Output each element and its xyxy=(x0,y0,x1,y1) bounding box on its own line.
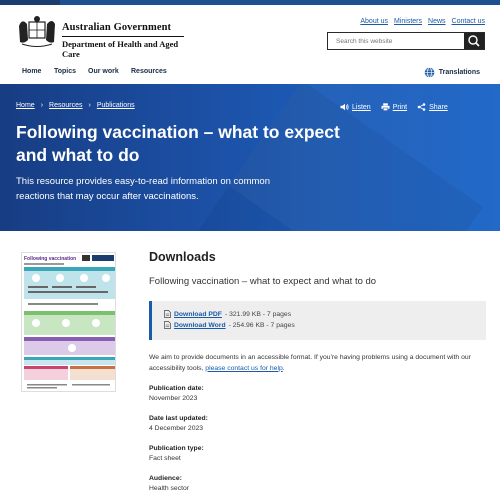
search-button[interactable] xyxy=(464,33,484,49)
utility-links xyxy=(360,18,485,25)
page-title: Following vaccination – what to expect and what to do xyxy=(16,122,340,165)
download-pdf-info: - 321.99 KB - 7 pages xyxy=(224,310,292,318)
nav-home[interactable]: Home xyxy=(22,68,42,75)
translations-button[interactable] xyxy=(424,67,480,78)
accessibility-note: We aim to provide documents in an accessible format. If you're having problems using a document with our accessibility tools, please contact us for help. xyxy=(149,354,471,372)
download-word-link[interactable]: Download Word xyxy=(174,321,226,329)
print-button[interactable] xyxy=(381,103,407,111)
publication-type-value: Fact sheet xyxy=(149,455,181,462)
contact-us-link[interactable]: Contact us xyxy=(451,18,485,25)
accessibility-text: We aim to provide documents in an accessible format. If you're having problems using a document with our accessibility tools, xyxy=(149,354,471,372)
chevron-right-icon: › xyxy=(88,102,91,109)
share-icon xyxy=(417,103,426,111)
publication-date-label: Publication date: xyxy=(149,385,204,392)
document-preview-image xyxy=(22,253,116,392)
publication-type-label: Publication type: xyxy=(149,445,204,452)
top-color-strip xyxy=(0,0,500,5)
download-word-info: - 254.96 KB - 7 pages xyxy=(228,321,295,329)
search-input[interactable] xyxy=(328,33,465,49)
file-icon xyxy=(164,321,171,329)
audience-label: Audience: xyxy=(149,475,182,482)
share-button[interactable] xyxy=(417,103,448,111)
thumbnail-heading: Following vaccination xyxy=(24,256,77,262)
coat-of-arms-logo[interactable] xyxy=(16,14,58,48)
document-thumbnail[interactable] xyxy=(21,252,116,392)
translations-label: Translations xyxy=(438,69,480,76)
news-link[interactable]: News xyxy=(428,18,446,25)
publication-date-value: November 2023 xyxy=(149,395,198,402)
breadcrumb xyxy=(16,102,135,109)
nav-topics[interactable]: Topics xyxy=(54,68,77,75)
download-word-row xyxy=(164,321,295,329)
about-us-link[interactable]: About us xyxy=(360,18,388,25)
last-updated-label: Date last updated: xyxy=(149,415,208,422)
search-box xyxy=(327,32,485,50)
speaker-icon xyxy=(340,103,349,111)
contact-help-link[interactable]: please contact us for help xyxy=(205,364,283,372)
globe-icon xyxy=(424,67,435,78)
page-actions xyxy=(340,103,448,111)
printer-icon xyxy=(381,103,390,111)
last-updated-value: 4 December 2023 xyxy=(149,425,204,432)
main-navigation xyxy=(0,60,500,84)
audience-value: Health sector xyxy=(149,485,190,492)
breadcrumb-publications[interactable]: Publications xyxy=(96,102,135,109)
file-icon xyxy=(164,310,171,318)
downloads-box xyxy=(149,301,486,340)
department-name: Department of Health and Aged Care xyxy=(62,36,184,59)
chevron-right-icon: › xyxy=(40,102,44,109)
print-label: Print xyxy=(392,103,408,111)
hero-banner xyxy=(0,84,500,231)
government-name: Australian Government xyxy=(62,22,172,33)
download-pdf-row xyxy=(164,310,291,318)
breadcrumb-resources[interactable]: Resources xyxy=(49,102,83,109)
breadcrumb-home[interactable]: Home xyxy=(16,102,35,109)
nav-our-work[interactable]: Our work xyxy=(88,68,119,75)
nav-resources[interactable]: Resources xyxy=(131,68,167,75)
listen-label: Listen xyxy=(352,103,371,111)
page-description: This resource provides easy-to-read information on common reactions that may occur after vaccinations. xyxy=(16,176,270,202)
search-icon xyxy=(464,33,484,49)
downloads-heading: Downloads xyxy=(149,250,216,264)
download-pdf-link[interactable]: Download PDF xyxy=(174,310,222,318)
share-label: Share xyxy=(429,103,448,111)
ministers-link[interactable]: Ministers xyxy=(394,18,423,25)
listen-button[interactable] xyxy=(340,103,371,111)
document-title: Following vaccination – what to expect and what to do xyxy=(149,276,377,287)
